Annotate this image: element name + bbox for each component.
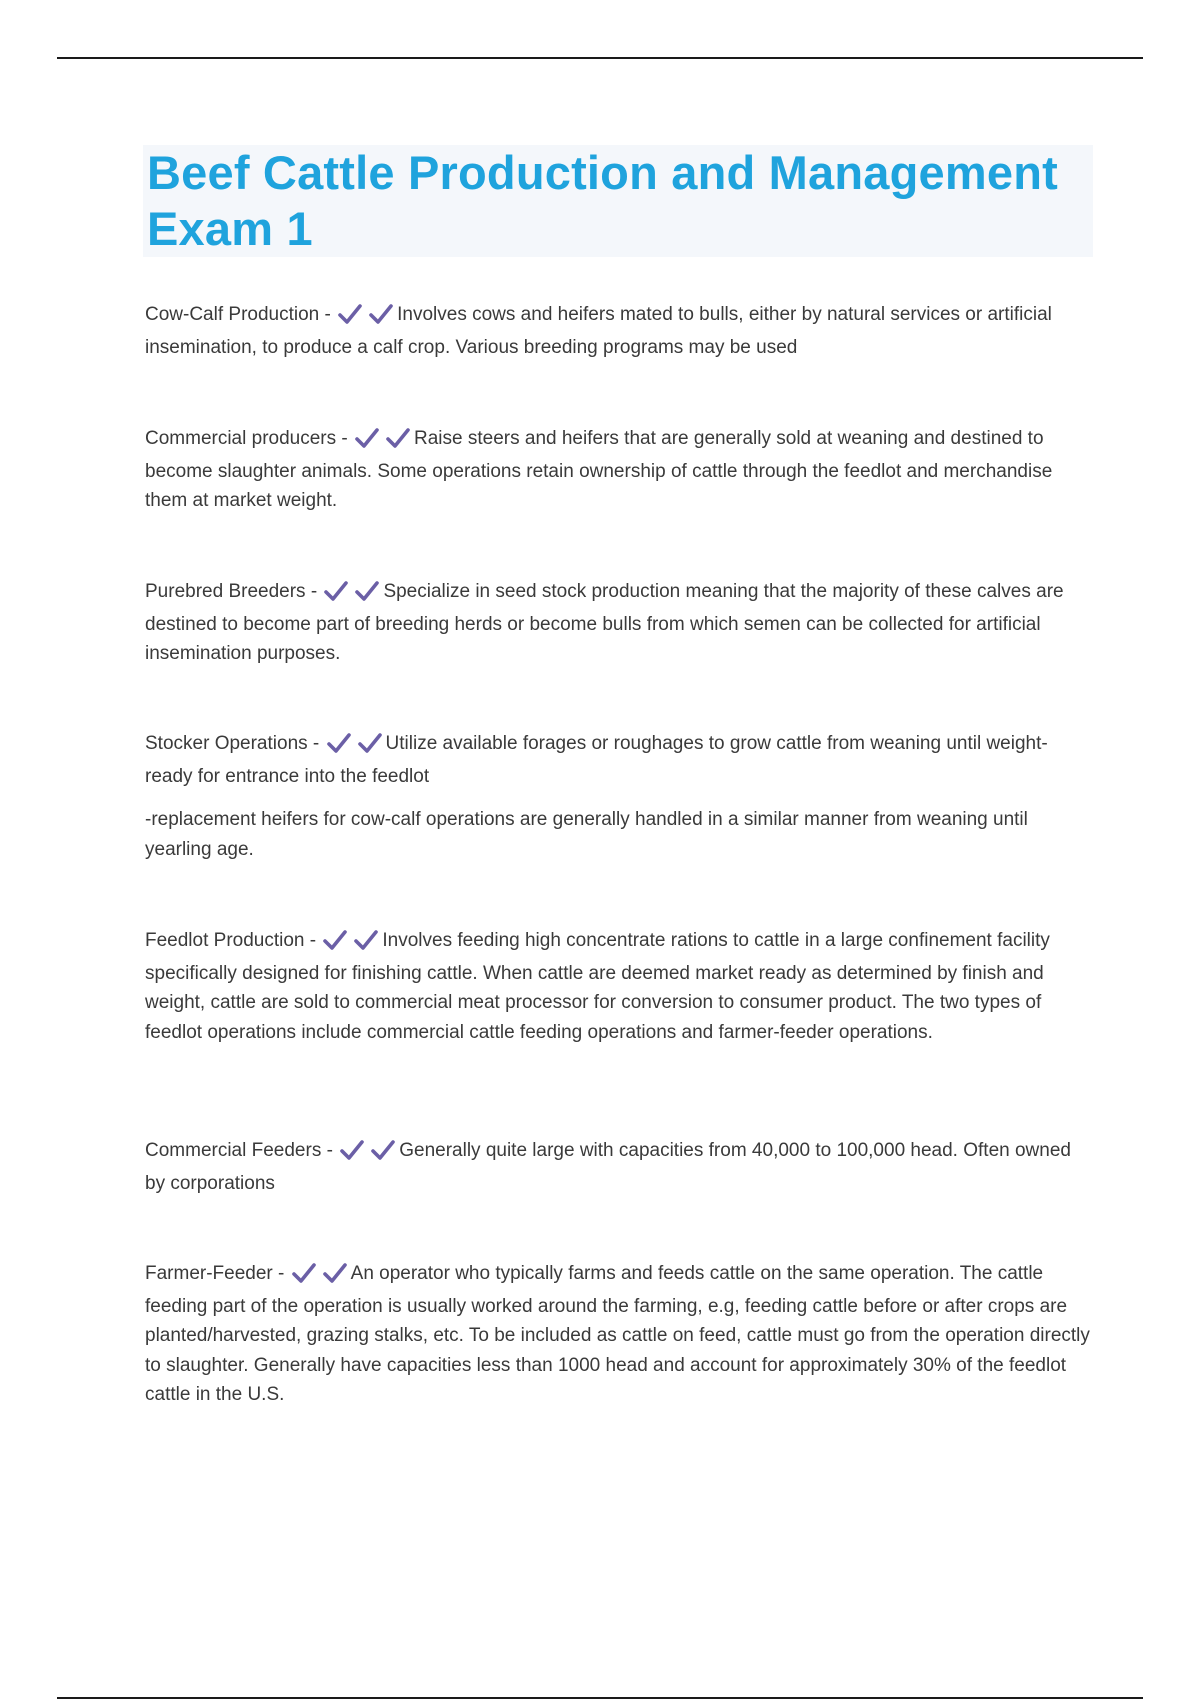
bottom-rule <box>57 1697 1143 1699</box>
double-check-icon <box>292 1262 347 1292</box>
entry-feedlot-production <box>145 926 1090 1047</box>
entry-term: Commercial producers <box>145 428 337 449</box>
entry-commercial-feeders <box>145 1136 1090 1198</box>
entry-separator: - <box>319 304 337 325</box>
double-check-icon <box>324 580 379 610</box>
entry-farmer-feeder <box>145 1259 1090 1410</box>
entry-term: Stocker Operations <box>145 733 308 754</box>
entry-separator: - <box>305 581 323 602</box>
entry-separator: - <box>307 733 325 754</box>
entry-text <box>145 926 1090 1047</box>
entry-term: Feedlot Production <box>145 930 305 951</box>
entry-definition: Involves feeding high concentrate rations to cattle in a large confinement facility specifically designed for finishing cattle. When cattle are deemed market ready as determined by finish and weight, cattle are sold to commercial meat processor for conversion to consumer product. The two types of feedlot operations include commercial cattle feeding operations and farmer-feeder operations. <box>145 930 1050 1043</box>
entry-definition: Generally quite large with capacities from 40,000 to 100,000 head. Often owned by corporations <box>145 1140 1071 1194</box>
entry-extra-note: -replacement heifers for cow-calf operations are generally handled in a similar manner from weaning until yearling age. <box>145 809 1028 860</box>
entry-term: Cow-Calf Production <box>145 304 320 325</box>
double-check-icon <box>355 427 410 457</box>
entry-definition: An operator who typically farms and feeds cattle on the same operation. The cattle feeding part of the operation is usually worked around the farming, e.g, feeding cattle before or after crops are planted/harvested, grazing stalks, etc. To be included as cattle on feed, cattle must go from the operation directly to slaughter. Generally have capacities less than 1000 head and account for approximately 30% of the feedlot cattle in the U.S. <box>145 1263 1090 1405</box>
entry-text <box>145 1259 1090 1410</box>
entry-text <box>145 424 1090 516</box>
entry-definition: Involves cows and heifers mated to bulls, either by natural services or artificial insemination, to produce a calf crop. Various breeding programs may be used <box>145 304 1052 358</box>
double-check-icon <box>340 1139 395 1169</box>
title-banner <box>143 145 1093 257</box>
entry-text <box>145 577 1090 669</box>
entry-separator: - <box>272 1263 290 1284</box>
entry-definition: Utilize available forages or roughages to grow cattle from weaning until weight-ready for entrance into the feedlot <box>145 733 1048 787</box>
entry-separator: - <box>321 1140 339 1161</box>
entry-text <box>145 729 1090 791</box>
page-title: Beef Cattle Production and Management Exam 1 <box>147 146 1058 255</box>
double-check-icon <box>327 732 382 762</box>
entry-definition: Raise steers and heifers that are generally sold at weaning and destined to become slaughter animals. Some operations retain ownership of cattle through the feedlot and merchandise them at market weight. <box>145 428 1053 511</box>
entry-separator: - <box>336 428 354 449</box>
entry-stocker-operations <box>145 729 1090 864</box>
entry-term: Commercial Feeders <box>145 1140 322 1161</box>
entry-text <box>145 1136 1090 1198</box>
top-rule <box>57 57 1143 59</box>
entry-text <box>145 300 1090 362</box>
entry-separator: - <box>304 930 322 951</box>
entry-commercial-producers <box>145 424 1090 516</box>
entry-purebred-breeders <box>145 577 1090 669</box>
entry-term: Farmer-Feeder <box>145 1263 273 1284</box>
double-check-icon <box>338 303 393 333</box>
entry-cow-calf-production <box>145 300 1090 362</box>
entry-definition: Specialize in seed stock production meaning that the majority of these calves are destined to become part of breeding herds or become bulls from which semen can be collected for artificial insemination purposes. <box>145 581 1064 664</box>
entry-term: Purebred Breeders <box>145 581 306 602</box>
double-check-icon <box>323 929 378 959</box>
